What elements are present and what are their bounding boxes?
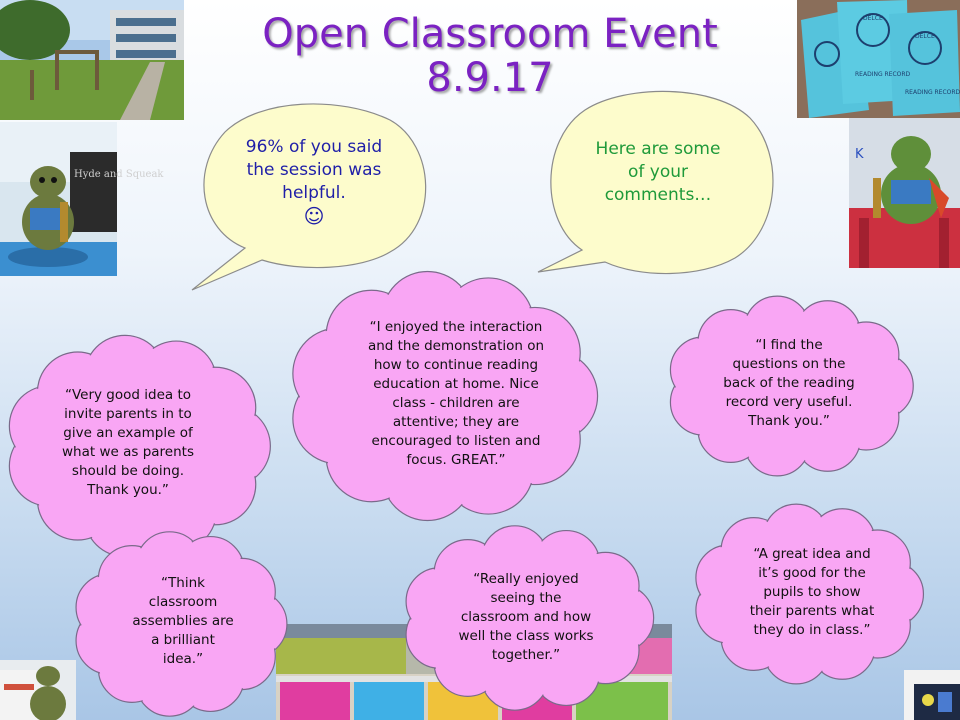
comment-line: questions on the xyxy=(732,356,846,372)
comment-line: record very useful. xyxy=(725,394,853,410)
comment-line: invite parents in to xyxy=(64,406,192,422)
comment-line: “I find the xyxy=(755,337,823,353)
comment-line: focus. GREAT.” xyxy=(406,452,506,468)
speech-line: 96% of you said xyxy=(245,137,383,157)
comment-line: together.” xyxy=(491,647,561,663)
smiley-icon: ☺ xyxy=(303,204,325,228)
comment-line: “Think xyxy=(161,575,205,591)
comment-interaction xyxy=(336,318,576,470)
speech-line: helpful. xyxy=(282,183,346,203)
book-title: Hyde and Squeak xyxy=(74,169,164,180)
speech-text-comments xyxy=(578,138,738,207)
comment-line: “A great idea and xyxy=(753,546,871,562)
comment-line: encouraged to listen and xyxy=(371,433,541,449)
comment-line: well the class works xyxy=(458,628,594,644)
comment-line: assemblies are xyxy=(132,613,234,629)
comment-line: education at home. Nice xyxy=(373,376,539,392)
comment-great-idea xyxy=(722,545,902,640)
comment-line: idea.” xyxy=(162,651,204,667)
comment-line: classroom xyxy=(148,594,218,610)
comment-line: give an example of xyxy=(63,425,193,441)
comment-line: pupils to show xyxy=(763,584,861,600)
comment-line: class - children are xyxy=(392,395,520,411)
speech-line: the session was xyxy=(246,160,382,180)
comment-assemblies xyxy=(108,574,258,669)
reading-record-label: READING RECORD xyxy=(855,71,911,78)
speech-line: comments… xyxy=(604,185,712,205)
comment-line: classroom and how xyxy=(460,609,592,625)
comment-line: “Very good idea to xyxy=(64,387,191,403)
comment-line: seeing the xyxy=(490,590,562,606)
comment-line: attentive; they are xyxy=(392,414,520,430)
svg-text:K: K xyxy=(855,147,864,162)
comment-invite-parents xyxy=(38,386,218,500)
comment-line: “Really enjoyed xyxy=(473,571,579,587)
comment-line: back of the reading xyxy=(723,375,855,391)
comment-line: should be doing. xyxy=(71,463,185,479)
title-line-date: 8.9.17 xyxy=(426,55,554,101)
comment-line: how to continue reading xyxy=(373,357,539,373)
comment-enjoyed-seeing xyxy=(436,570,616,665)
comment-questions xyxy=(694,336,884,431)
comment-line: Thank you.” xyxy=(748,413,830,429)
speech-line: of your xyxy=(627,162,688,182)
comment-line: and the demonstration on xyxy=(367,338,545,354)
title-line-event: Open Classroom Event xyxy=(262,11,718,57)
reading-record-label: READING RECORD xyxy=(905,89,960,96)
comment-line: their parents what xyxy=(749,603,875,619)
comment-line: a brilliant xyxy=(151,632,215,648)
comment-line: they do in class.” xyxy=(753,622,871,638)
comment-line: Thank you.” xyxy=(87,482,169,498)
speech-line: Here are some xyxy=(595,139,721,159)
reading-record-emblem: DELCE xyxy=(915,33,935,40)
comment-line: it’s good for the xyxy=(758,565,866,581)
speech-text-helpful xyxy=(226,136,402,228)
comment-line: what we as parents xyxy=(62,444,194,460)
reading-record-emblem: DELCE xyxy=(863,15,883,22)
comment-line: “I enjoyed the interaction xyxy=(369,319,543,335)
